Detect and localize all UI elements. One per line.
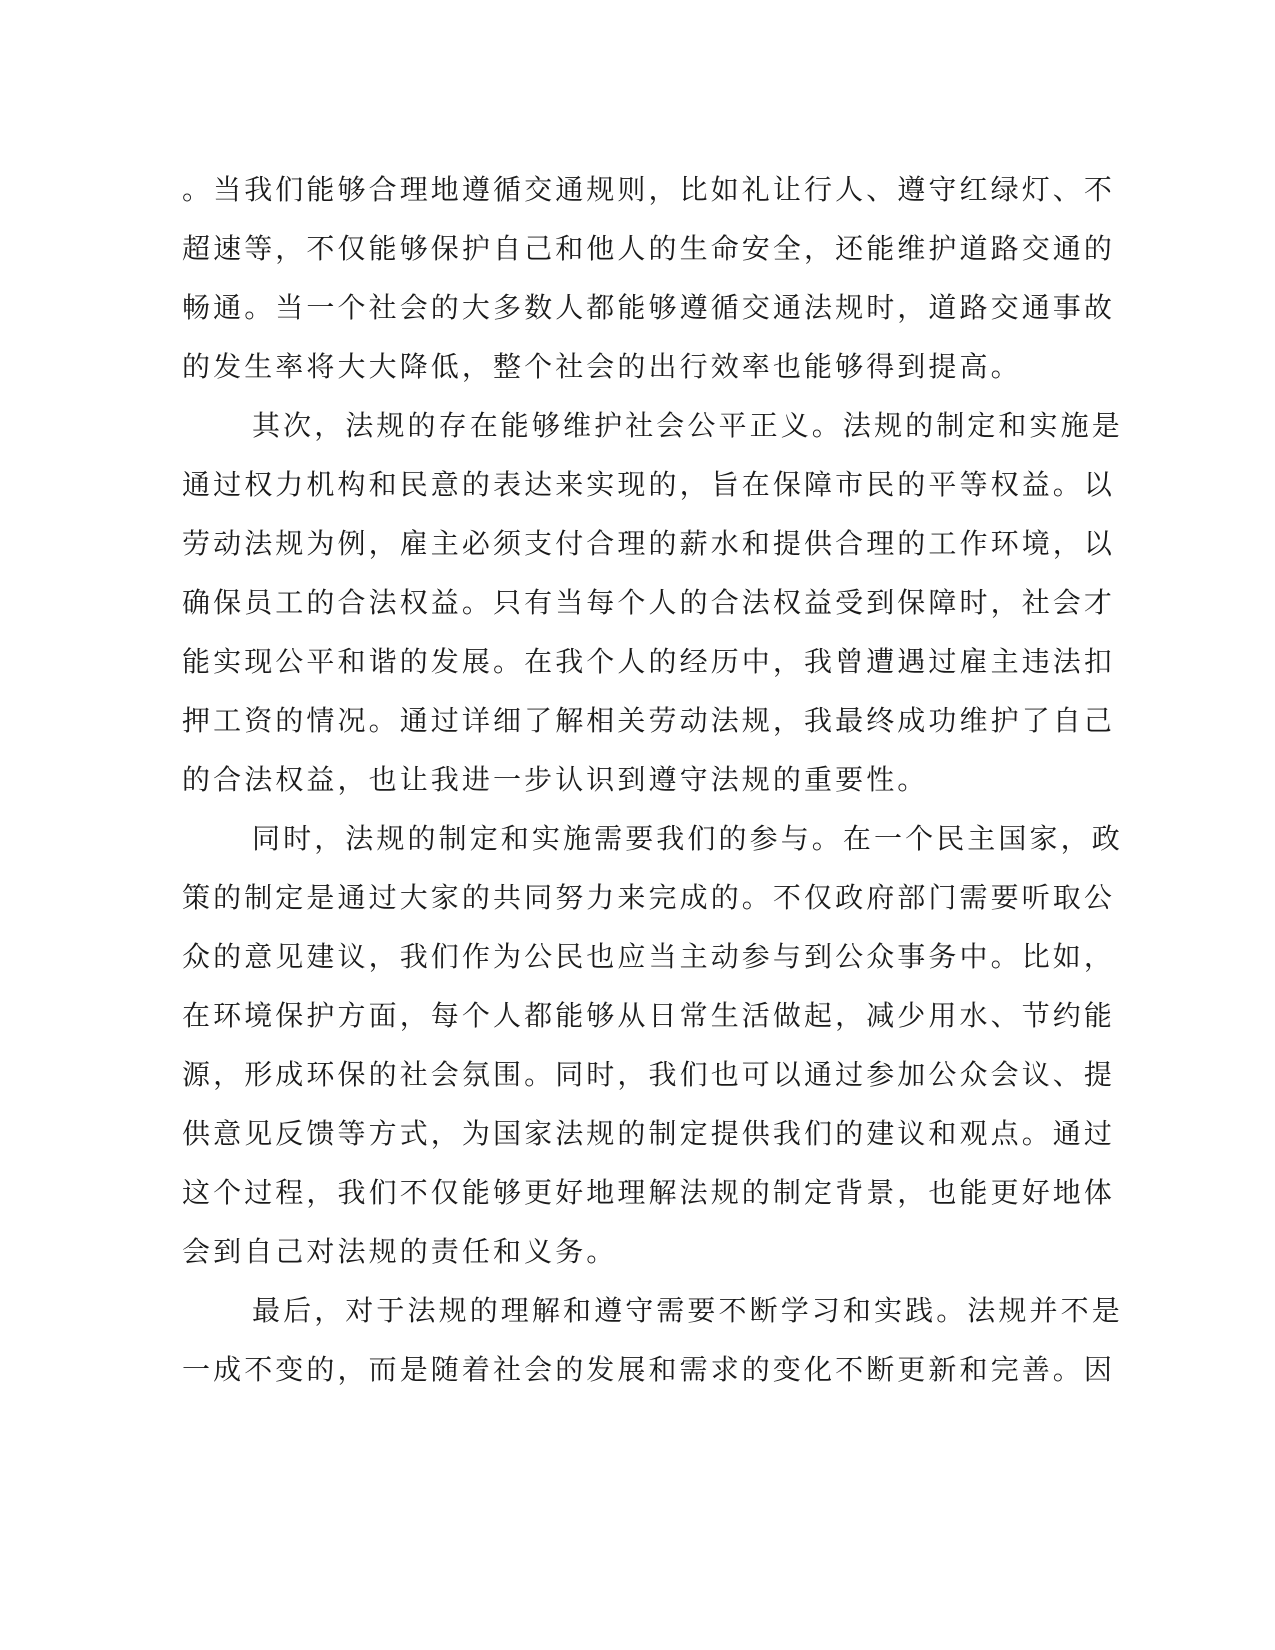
text-line: 。当我们能够合理地遵循交通规则，比如礼让行人、遵守红绿灯、不 (182, 173, 1116, 206)
text-line: 通过权力机构和民意的表达来实现的，旨在保障市民的平等权益。以 (182, 468, 1116, 501)
text-line: 超速等，不仅能够保护自己和他人的生命安全，还能维护道路交通的 (182, 232, 1116, 265)
text-line: 供意见反馈等方式，为国家法规的制定提供我们的建议和观点。通过 (182, 1117, 1116, 1150)
paragraph-first-line: 同时，法规的制定和实施需要我们的参与。在一个民主国家，政 (252, 822, 1123, 855)
text-line: 策的制定是通过大家的共同努力来完成的。不仅政府部门需要听取公 (182, 881, 1116, 914)
document-body (182, 160, 1123, 1399)
text-line: 畅通。当一个社会的大多数人都能够遵循交通法规时，道路交通事故 (182, 291, 1116, 324)
text-line: 确保员工的合法权益。只有当每个人的合法权益受到保障时，社会才 (182, 586, 1116, 619)
text-line: 一成不变的，而是随着社会的发展和需求的变化不断更新和完善。因 (182, 1353, 1116, 1386)
text-line: 能实现公平和谐的发展。在我个人的经历中，我曾遭遇过雇主违法扣 (182, 645, 1116, 678)
text-line: 会到自己对法规的责任和义务。 (182, 1235, 618, 1268)
paragraph-first-line: 其次，法规的存在能够维护社会公平正义。法规的制定和实施是 (252, 409, 1123, 442)
text-line: 在环境保护方面，每个人都能够从日常生活做起，减少用水、节约能 (182, 999, 1116, 1032)
text-line: 的发生率将大大降低，整个社会的出行效率也能够得到提高。 (182, 350, 1022, 383)
paragraph-first-line: 最后，对于法规的理解和遵守需要不断学习和实践。法规并不是 (252, 1294, 1123, 1327)
text-line: 押工资的情况。通过详细了解相关劳动法规，我最终成功维护了自己 (182, 704, 1116, 737)
text-line: 的合法权益，也让我进一步认识到遵守法规的重要性。 (182, 763, 929, 796)
text-line: 众的意见建议，我们作为公民也应当主动参与到公众事务中。比如， (182, 940, 1116, 973)
text-line: 劳动法规为例，雇主必须支付合理的薪水和提供合理的工作环境，以 (182, 527, 1116, 560)
text-line: 这个过程，我们不仅能够更好地理解法规的制定背景，也能更好地体 (182, 1176, 1116, 1209)
text-line: 源，形成环保的社会氛围。同时，我们也可以通过参加公众会议、提 (182, 1058, 1116, 1091)
